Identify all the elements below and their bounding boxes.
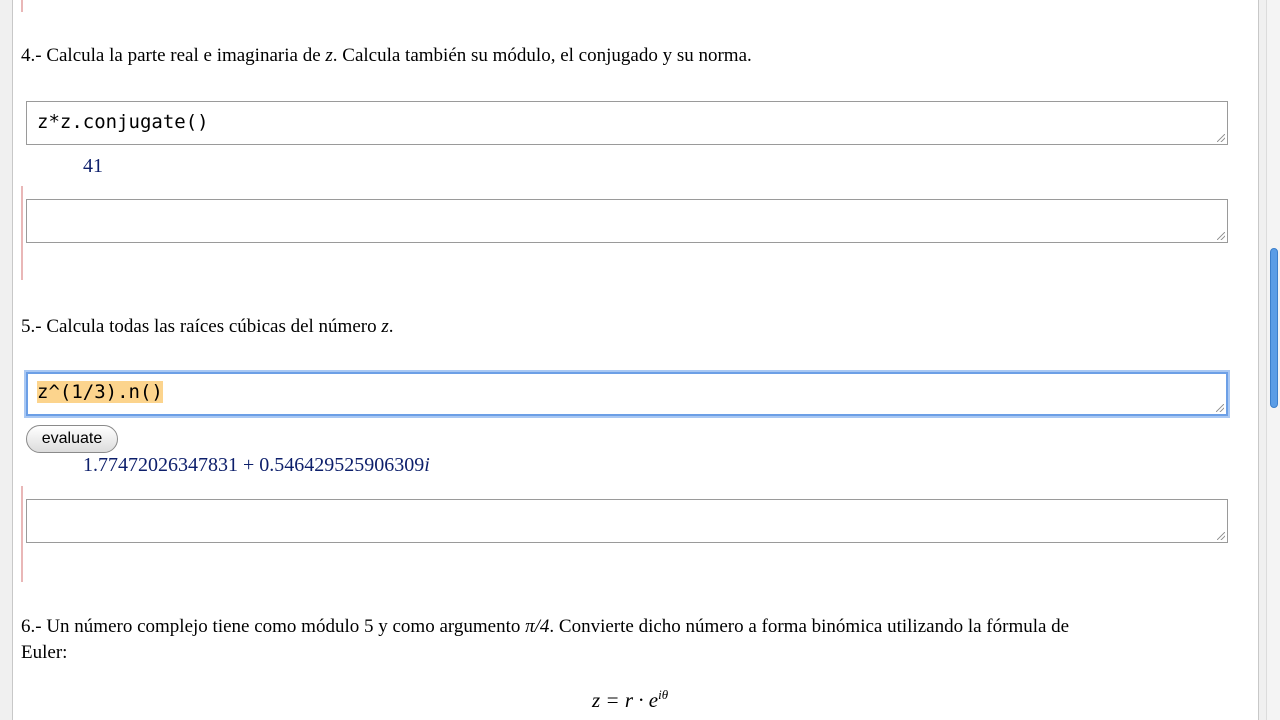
euler-formula-exponent: iθ xyxy=(658,687,669,702)
q6-text-after: . Convierte dicho número a forma binómica utilizando la fórmula de xyxy=(549,616,1070,637)
q6-text-before: 6.- Un número complejo tiene como módulo 5 y como argumento xyxy=(21,616,526,637)
page-left-edge xyxy=(0,0,13,720)
cell-marker xyxy=(21,186,23,280)
output-q4: 41 xyxy=(83,155,103,177)
empty-code-cell[interactable] xyxy=(26,199,1228,243)
scrollbar-thumb[interactable] xyxy=(1270,248,1278,408)
resize-grip-icon[interactable] xyxy=(1216,404,1224,412)
q5-var-z: z xyxy=(381,316,389,337)
resize-grip-icon[interactable] xyxy=(1217,232,1225,240)
code-cell-q5-input[interactable]: z^(1/3).n() xyxy=(37,381,163,403)
question-5-text xyxy=(21,314,394,340)
empty-code-cell[interactable] xyxy=(26,499,1228,543)
code-cell-q5[interactable] xyxy=(26,372,1228,416)
q4-text-before: 4.- Calcula la parte real e imaginaria de xyxy=(21,45,326,66)
output-q5-value: 1.77472026347831 + 0.546429525906309 xyxy=(83,454,425,476)
code-cell-q4-input[interactable]: z*z.conjugate() xyxy=(37,111,209,133)
q4-var-z: z xyxy=(325,45,333,66)
evaluate-button[interactable]: evaluate xyxy=(26,425,118,453)
code-cell-q4[interactable] xyxy=(26,101,1228,145)
q6-argument: π/4 xyxy=(525,616,550,637)
resize-grip-icon[interactable] xyxy=(1217,134,1225,142)
cell-marker xyxy=(21,486,23,582)
q5-text-before: 5.- Calcula todas las raíces cúbicas del número xyxy=(21,316,382,337)
q4-text-after: . Calcula también su módulo, el conjugado y su norma. xyxy=(332,45,752,66)
q6-text-line2: Euler: xyxy=(21,642,68,663)
euler-formula-base: z = r · e xyxy=(592,688,659,712)
question-4-text xyxy=(21,43,752,69)
euler-formula xyxy=(592,682,668,713)
resize-grip-icon[interactable] xyxy=(1217,532,1225,540)
output-q5 xyxy=(83,454,430,477)
vertical-scrollbar[interactable] xyxy=(1266,0,1280,720)
output-q5-imag-unit: i xyxy=(424,454,430,476)
cell-marker xyxy=(21,0,23,12)
q5-text-after: . xyxy=(388,316,394,337)
question-6-text xyxy=(21,614,1241,666)
